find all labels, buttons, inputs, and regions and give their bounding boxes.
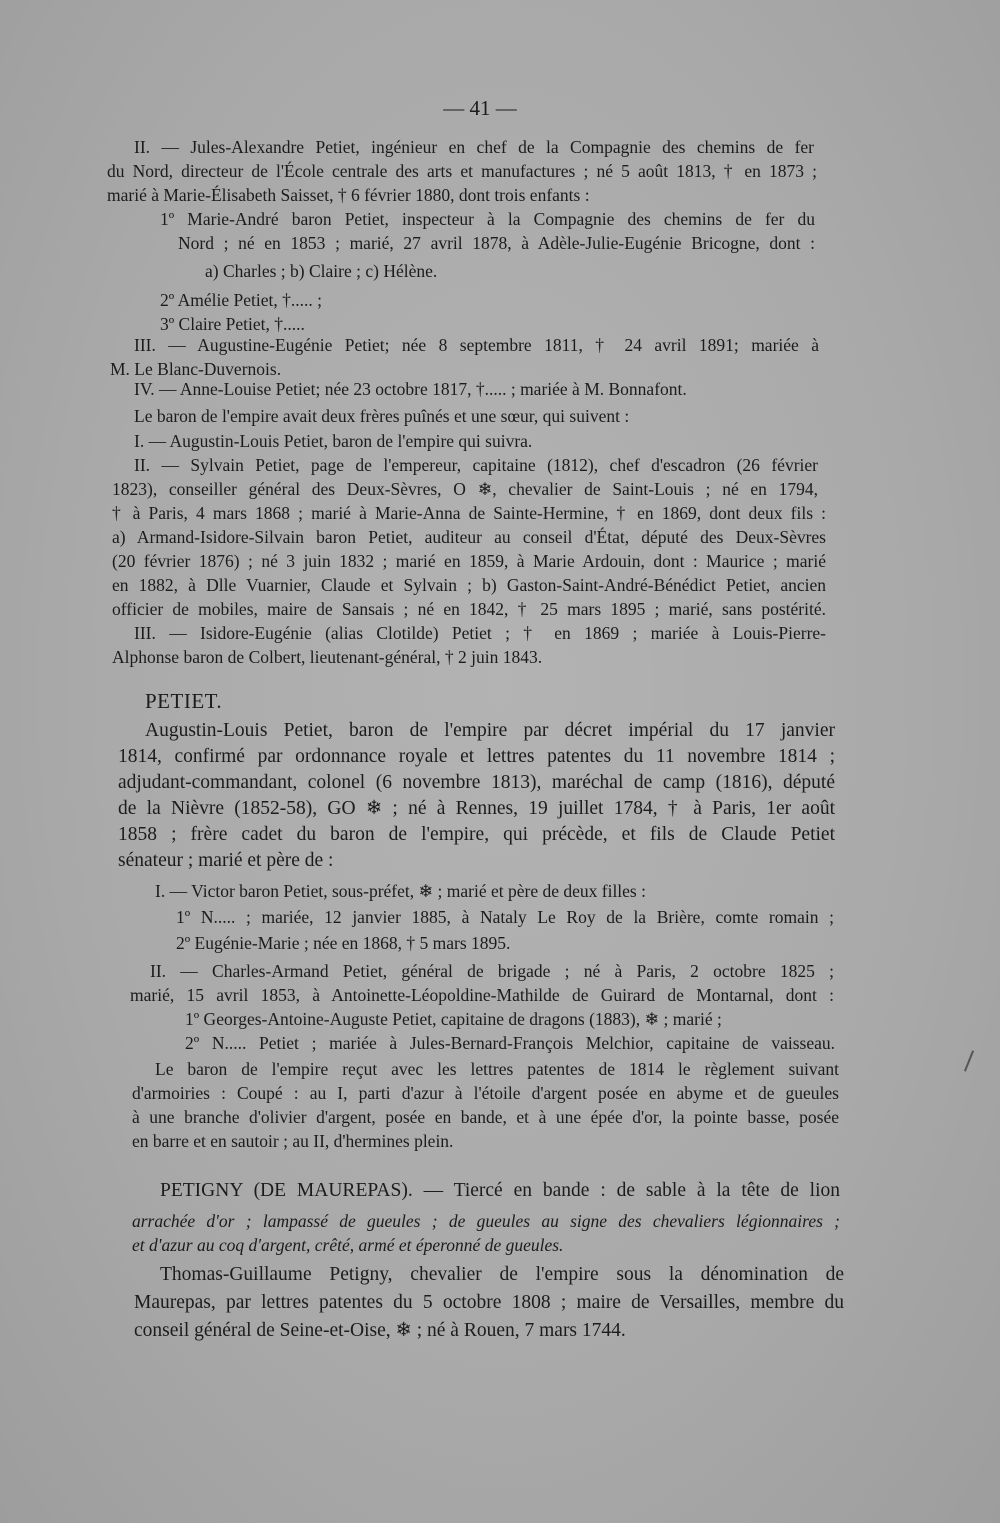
- text-line: Le baron de l'empire avait deux frères puînés et une sœur, qui suivent :: [134, 406, 630, 426]
- text-line: d'armoiries : Coupé : au I, parti d'azur à l'étoile d'argent posée en abyme et de gueules: [132, 1083, 839, 1103]
- text-line: 1º N..... ; mariée, 12 janvier 1885, à Nataly Le Roy de la Brière, comte romain ;: [176, 907, 834, 927]
- section-heading: PETIGNY (DE MAUREPAS). — Tiercé en bande : de sable à la tête de lion: [160, 1180, 840, 1201]
- text-line: III. — Augustine-Eugénie Petiet; née 8 septembre 1811, † 24 avril 1891; mariée à: [134, 335, 819, 355]
- page-number: — 41 —: [443, 96, 517, 120]
- text-line: 2º N..... Petiet ; mariée à Jules-Bernard-François Melchior, capitaine de vaisseau.: [185, 1033, 835, 1053]
- text-line: Le baron de l'empire reçut avec les lettres patentes de 1814 le règlement suivant: [155, 1059, 839, 1079]
- text-line: II. — Jules-Alexandre Petiet, ingénieur en chef de la Compagnie des chemins de fer: [134, 137, 814, 157]
- text-line: Alphonse baron de Colbert, lieutenant-général, † 2 juin 1843.: [112, 647, 543, 667]
- text-line: a) Charles ; b) Claire ; c) Hélène.: [205, 261, 438, 281]
- text-line: II. — Charles-Armand Petiet, général de brigade ; né à Paris, 2 octobre 1825 ;: [150, 961, 834, 981]
- text-line: 3º Claire Petiet, †.....: [160, 314, 305, 334]
- text-line: 1º Georges-Antoine-Auguste Petiet, capitaine de dragons (1883), ❄ ; marié ;: [185, 1009, 722, 1029]
- text-line: (20 février 1876) ; né 3 juin 1832 ; marié en 1859, à Marie Ardouin, dont : Maurice ; marié: [112, 551, 826, 571]
- text-line: III. — Isidore-Eugénie (alias Clotilde) Petiet ; † en 1869 ; mariée à Louis-Pierre-: [134, 623, 826, 643]
- text-line: et d'azur au coq d'argent, crêté, armé et éperonné de gueules.: [132, 1235, 564, 1255]
- text-line: en 1882, à Dlle Vuarnier, Claude et Sylvain ; b) Gaston-Saint-André-Bénédict Petiet, ancien: [112, 575, 826, 595]
- text-line: II. — Sylvain Petiet, page de l'empereur, capitaine (1812), chef d'escadron (26 février: [134, 455, 818, 475]
- text-line: Nord ; né en 1853 ; marié, 27 avril 1878, à Adèle-Julie-Eugénie Bricogne, dont :: [178, 233, 815, 253]
- text-line: sénateur ; marié et père de :: [118, 850, 334, 871]
- text-line: I. — Augustin-Louis Petiet, baron de l'empire qui suivra.: [134, 431, 533, 451]
- text-line: IV. — Anne-Louise Petiet; née 23 octobre 1817, †..... ; mariée à M. Bonnafont.: [134, 379, 687, 399]
- paper-mark: [964, 1050, 974, 1071]
- text-line: Thomas-Guillaume Petigny, chevalier de l'empire sous la dénomination de: [160, 1264, 844, 1285]
- text-line: † à Paris, 4 mars 1868 ; marié à Marie-Anna de Sainte-Hermine, † en 1869, dont deux fils :: [112, 503, 826, 523]
- text-line: conseil général de Seine-et-Oise, ❄ ; né à Rouen, 7 mars 1744.: [134, 1320, 626, 1341]
- text-line: Augustin-Louis Petiet, baron de l'empire par décret impérial du 17 janvier: [145, 720, 835, 741]
- text-line: 1º Marie-André baron Petiet, inspecteur à la Compagnie des chemins de fer du: [160, 209, 815, 229]
- text-line: 2º Amélie Petiet, †..... ;: [160, 290, 322, 310]
- text-line: 1858 ; frère cadet du baron de l'empire, qui précède, et fils de Claude Petiet: [118, 824, 835, 845]
- text-line: marié, 15 avril 1853, à Antoinette-Léopoldine-Mathilde de Guirard de Montarnal, dont :: [130, 985, 834, 1005]
- text-line: de la Nièvre (1852-58), GO ❄ ; né à Rennes, 19 juillet 1784, † à Paris, 1er août: [118, 798, 835, 819]
- text-line: a) Armand-Isidore-Silvain baron Petiet, auditeur au conseil d'État, député des Deux-Sèvres: [112, 527, 826, 547]
- text-line: du Nord, directeur de l'École centrale des arts et manufactures ; né 5 août 1813, † en 1873 ;: [107, 161, 817, 181]
- text-line: officier de mobiles, maire de Sansais ; né en 1842, † 25 mars 1895 ; marié, sans postérité.: [112, 599, 826, 619]
- section-heading: PETIET.: [145, 689, 223, 713]
- text-line: marié à Marie-Élisabeth Saisset, † 6 février 1880, dont trois enfants :: [107, 185, 590, 205]
- text-line: 1823), conseiller général des Deux-Sèvres, O ❄, chevalier de Saint-Louis ; né en 1794,: [112, 479, 818, 499]
- text-line: en barre et en sautoir ; au II, d'hermines plein.: [132, 1131, 454, 1151]
- text-line: Maurepas, par lettres patentes du 5 octobre 1808 ; maire de Versailles, membre du: [134, 1292, 844, 1313]
- text-line: 1814, confirmé par ordonnance royale et lettres patentes du 11 novembre 1814 ;: [118, 746, 835, 767]
- text-line: à une branche d'olivier d'argent, posée en bande, et à une épée d'or, la pointe basse, posée: [132, 1107, 839, 1127]
- text-line: M. Le Blanc-Duvernois.: [110, 359, 282, 379]
- text-line: 2º Eugénie-Marie ; née en 1868, † 5 mars 1895.: [176, 933, 511, 953]
- text-line: I. — Victor baron Petiet, sous-préfet, ❄ ; marié et père de deux filles :: [155, 881, 646, 901]
- text-line: arrachée d'or ; lampassé de gueules ; de gueules au signe des chevaliers légionnaires ;: [132, 1211, 840, 1231]
- text-line: adjudant-commandant, colonel (6 novembre 1813), maréchal de camp (1816), député: [118, 772, 835, 793]
